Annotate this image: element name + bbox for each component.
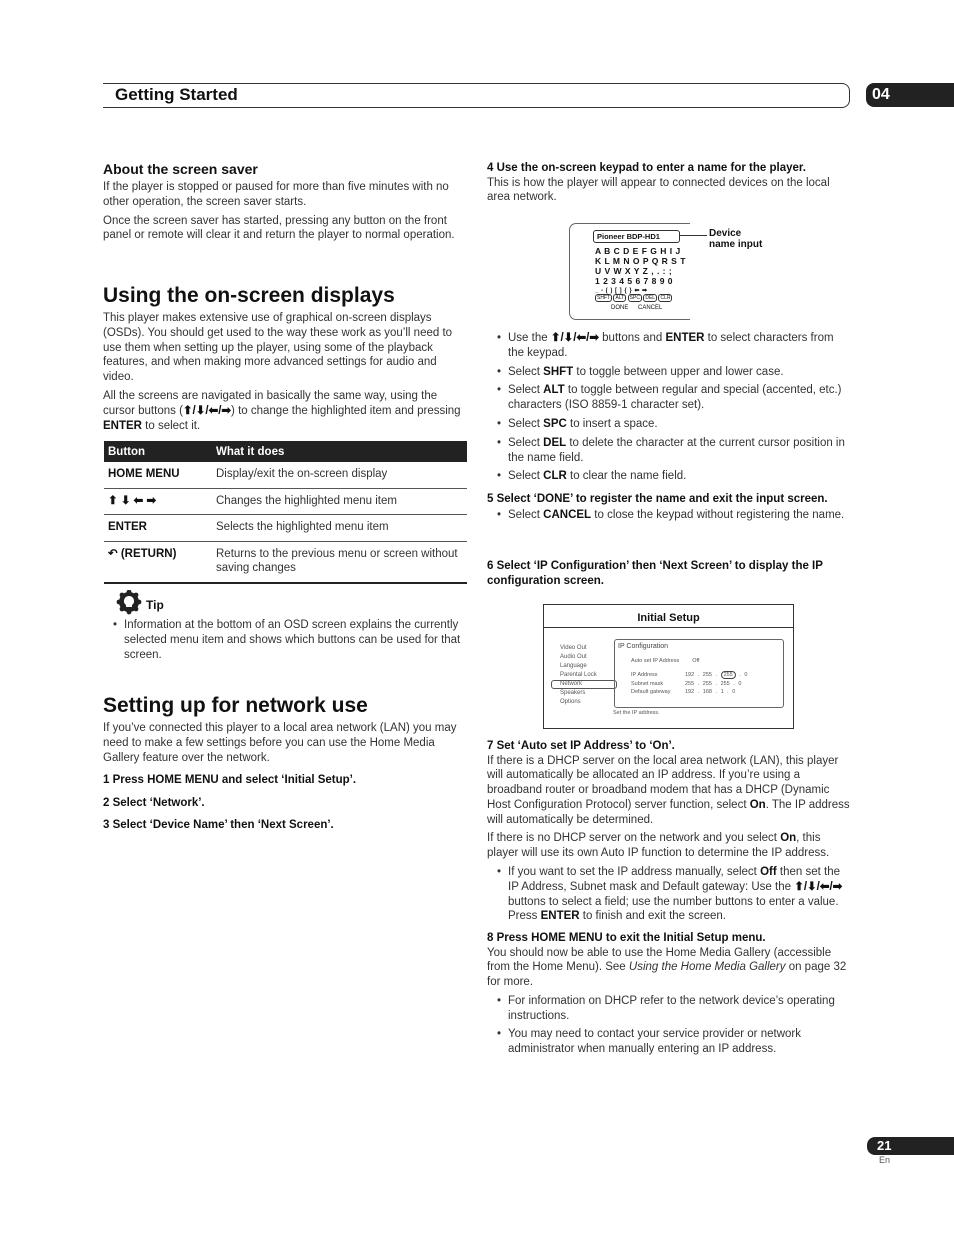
ip-address-label: IP Address [631,672,658,678]
initial-setup-screen [543,604,794,729]
bullet-text: Select [508,470,544,483]
bullet-text: to select characters from the keypad. [508,332,834,359]
on-label: On [749,798,766,811]
title-divider [544,627,793,628]
callout-line [679,235,707,236]
bullet-text: buttons to select a field; use the number buttons to enter a value. Press [508,895,839,923]
chapter-badge [866,83,954,107]
table-row [104,488,467,515]
table-cell-desc: Display/exit the on-screen display [212,462,467,488]
gw-octet: 192 [685,689,695,695]
mask-octet: 255 [702,680,712,687]
gateway-value: 192 . 168 . 1 . 0 [685,689,736,695]
step-8-p1 [487,946,852,990]
bullet-item [487,331,852,361]
bullet-item [487,417,852,432]
bullet-text: Select [508,365,544,378]
table-cell-button: ⬆ ⬇ ⬅ ➡ [104,488,212,515]
bullet-text: to toggle between regular and special (accented, etc.) characters (ISO 8859-1 character set). [508,384,842,412]
table-header-button: Button [104,441,212,462]
mask-octet: 0 [738,680,742,687]
table-row [104,515,467,542]
screen-saver-p1: If the player is stopped or paused for more than five minutes with no other operation, the screen saver starts. [103,181,449,208]
bullet-text: Select [508,384,544,397]
callout-label [709,228,762,250]
step-8-p1-text: on page 32 for more. [487,961,847,989]
bullet-text: to finish and exit the screen. [579,910,726,923]
step-7-p2 [487,831,852,861]
ip-config-panel [614,639,784,708]
menu-item-network: Network [551,680,617,689]
table-row [104,462,467,488]
subnet-mask-label: Subnet mask [631,680,664,687]
bullet-item [487,508,852,523]
step-4-bullets [487,331,852,488]
ip-labels [631,671,670,697]
language-code: En [879,1155,891,1165]
keypad-done-cancel [611,305,662,311]
menu-item: Parental Lock [560,672,597,678]
enter-key-label: ENTER [103,419,142,432]
table-cell-button [104,541,212,583]
gw-octet: 0 [732,689,736,695]
callout-line-2: name input [709,239,763,250]
gw-octet: 1 [720,689,724,695]
keypad-function-keys [595,295,672,302]
cancel-key: CANCEL [638,305,663,311]
osd-p1: This player makes extensive use of graphical on-screen displays (OSDs). You should get used to the way these work as you’ll need to use them when setting up the player, using some of the playback features, and when making more advanced settings for audio and video. [103,312,453,384]
bullet-text: Select [508,436,544,449]
step-7-p1 [487,754,852,828]
tip-text: • Information at the bottom of an OSD screen explains the currently selected menu item and shows which buttons can be used for that screen. [103,618,467,662]
bullet-text: then set the IP Address, Subnet mask and Default gateway: Use the [508,866,840,893]
enter-key-label: ENTER [540,910,580,923]
ip-octet: 192 [685,672,695,678]
subnet-mask-value: 255 . 255 . 255 . 0 [685,680,742,687]
step-7-section [487,739,852,928]
menu-item: Audio Out [560,654,587,660]
menu-item: Options [560,699,581,705]
auto-ip-value: Off [692,658,700,664]
mask-octet: 255 [720,680,730,687]
step-5-heading: 5 Select ‘DONE’ to register the name and exit the input screen. [487,493,828,505]
ip-octet: 255 [702,672,712,678]
menu-item: Speakers [560,690,586,696]
network-section [103,694,467,833]
bullet-text: Use the [508,332,551,344]
bullet-item [487,469,852,484]
initial-setup-title: Initial Setup [637,612,700,624]
table-header-what: What it does [212,441,467,462]
menu-item: Language [560,663,587,669]
ip-octet-selected: 255 [721,671,736,679]
bullet-text: Select [508,417,544,430]
bullet-text: to clear the name field. [566,470,687,483]
ip-config-title: IP Configuration [618,643,669,650]
table-cell-desc: Selects the highlighted menu item [212,515,467,542]
key-label: DEL [543,436,567,449]
network-step-3: 3 Select ‘Device Name’ then ‘Next Screen’. [103,819,334,832]
keypad-row: _ - ( ) [ ] { } ⬅ ➡ [595,288,648,294]
tip-list [103,618,467,666]
on-label: On [780,832,797,845]
table-row [104,541,467,583]
shft-key: SHFT [597,295,611,301]
ip-octet: 0 [744,672,748,678]
off-label: Off [760,866,777,879]
keypad-row: K L M N O P Q R S T [595,256,686,266]
network-step-1: 1 Press HOME MENU and select ‘Initial Setup’. [103,774,357,787]
section-title: Getting Started [115,85,238,104]
bullet-item: • You may need to contact your service provider or network administrator when manually entering an IP address. [487,1027,852,1057]
osd-p2-text-b: ) to change the highlighted item and pressing [231,404,461,417]
ip-address-value: 192 . 255 . 255 . 0 [685,672,748,678]
bullet-item [487,865,852,924]
gw-octet: 168 [702,689,712,695]
auto-ip-label: Auto set IP Address [631,658,680,664]
bullet-item [487,383,852,413]
gateway-label: Default gateway [631,689,671,695]
screen-saver-section [103,161,467,243]
step-6-heading: 6 Select ‘IP Configuration’ then ‘Next Screen’ to display the IP configuration screen. [487,560,823,587]
step-8-section [487,931,852,1061]
key-label: SPC [543,417,567,430]
step-7-p2-text: If there is no DHCP server on the network and you select [487,832,781,845]
step-7-heading: 7 Set ‘Auto set IP Address’ to ‘On’. [487,740,675,752]
bullet-text: to close the keypad without registering the name. [591,508,845,521]
bullet-item [487,436,852,466]
osd-p2-text-a: All the screens are navigated in basically the same way, using the cursor buttons ( [103,389,438,417]
callout-line-1: Device [709,228,742,239]
osd-p2 [103,389,467,433]
screen-saver-heading: About the screen saver [103,161,258,177]
step-7-p1-text: If there is a DHCP server on the local area network (LAN), this player will automatically be allocated an IP address. If you’re using a broadband router or broadband modem that has a DHCP (Dynamic Host Configuration Protocol) server function, select [487,754,839,811]
tip-icon [116,590,142,621]
bullet-text: to toggle between upper and lower case. [573,365,784,378]
key-label: CLR [543,470,567,483]
step-5-bullets [487,508,852,523]
step-4-heading: 4 Use the on-screen keypad to enter a name for the player. [487,162,806,174]
osd-section [103,284,467,433]
return-label: (RETURN) [120,547,177,560]
step-7-bullets [487,865,852,924]
table-cell-button: HOME MENU [104,462,212,488]
network-step-2: 2 Select ‘Network’. [103,796,205,809]
keypad-row: 1 2 3 4 5 6 7 8 9 0 [595,276,674,286]
step-7-p1-text: . The IP address will automatically be determined. [487,798,850,826]
bullet-text: to insert a space. [566,417,658,430]
del-key: DEL [645,295,656,301]
mask-octet: 255 [685,680,695,687]
screen-saver-p2: Once the screen saver has started, pressing any button on the front panel or remote will clear it and return the player to normal operation. [103,214,455,242]
device-name-input: Pioneer BDP-HD1 [593,230,680,243]
clr-key: CLR [660,295,671,301]
bullet-text: If you want to set the IP address manually, select [508,866,761,879]
enter-key-label: ENTER [665,332,705,344]
menu-item: Video Out [560,645,587,651]
step-4-section [487,161,852,205]
setup-menu [560,644,617,707]
bullet-text: buttons and [598,332,666,344]
bullet-text: Select [508,508,544,521]
arrow-buttons-glyph: ⬆/⬇/⬅/➡ [550,332,599,344]
table-cell-desc: Changes the highlighted menu item [212,488,467,515]
step-8-heading: 8 Press HOME MENU to exit the Initial Setup menu. [487,932,766,944]
table-cell-desc: Returns to the previous menu or screen without saving changes [212,541,467,583]
alt-key: ALT [615,295,625,301]
arrow-buttons-glyph: ⬆/⬇/⬅/➡ [182,404,232,417]
key-label: CANCEL [543,508,592,521]
ip-values [685,671,747,697]
chapter-number: 04 [872,86,890,103]
table-header-row [104,441,467,462]
cross-reference: Using the Home Media Gallery [628,961,786,974]
key-label: SHFT [543,365,574,378]
step-5-section [487,492,852,526]
keypad-row: U V W X Y Z , . : ; [595,266,673,276]
step-7-p2-text: , this player will use its own Auto IP function to determine the IP address. [487,832,830,860]
return-icon: ↶ [108,547,121,560]
setup-footer-hint: Set the IP address. [613,710,660,716]
tip-label: Tip [146,598,164,612]
network-intro: If you’ve connected this player to a local area network (LAN) you may need to make a few settings before you can use the Home Media Gallery feature over the network. [103,722,457,764]
step-4-text: This is how the player will appear to connected devices on the local area network. [487,176,830,204]
bullet-text: to delete the character at the current cursor position in the name field. [508,436,845,464]
arrow-buttons-glyph: ⬆/⬇/⬅/➡ [794,880,843,893]
bullet-item: • For information on DHCP refer to the network device’s operating instructions. [487,994,852,1024]
spc-key: SPC [629,295,640,301]
auto-ip-row [631,658,699,664]
osd-p2-text-c: to select it. [141,419,201,432]
step-8-bullets [487,994,852,1057]
page-number: 21 [877,1138,892,1153]
step-8-p1-text: You should now be able to use the Home Media Gallery (accessible from the Home Menu). See [487,946,832,974]
button-table [104,441,467,584]
keypad-grid [595,246,686,296]
page-number-badge [867,1137,954,1155]
done-key: DONE [611,305,629,311]
keypad-row: A B C D E F G H I J [595,246,681,256]
table-cell-button: ENTER [104,515,212,542]
key-label: ALT [543,384,565,397]
bullet-item [487,365,852,380]
osd-heading: Using the on-screen displays [103,284,395,307]
network-heading: Setting up for network use [103,694,368,717]
